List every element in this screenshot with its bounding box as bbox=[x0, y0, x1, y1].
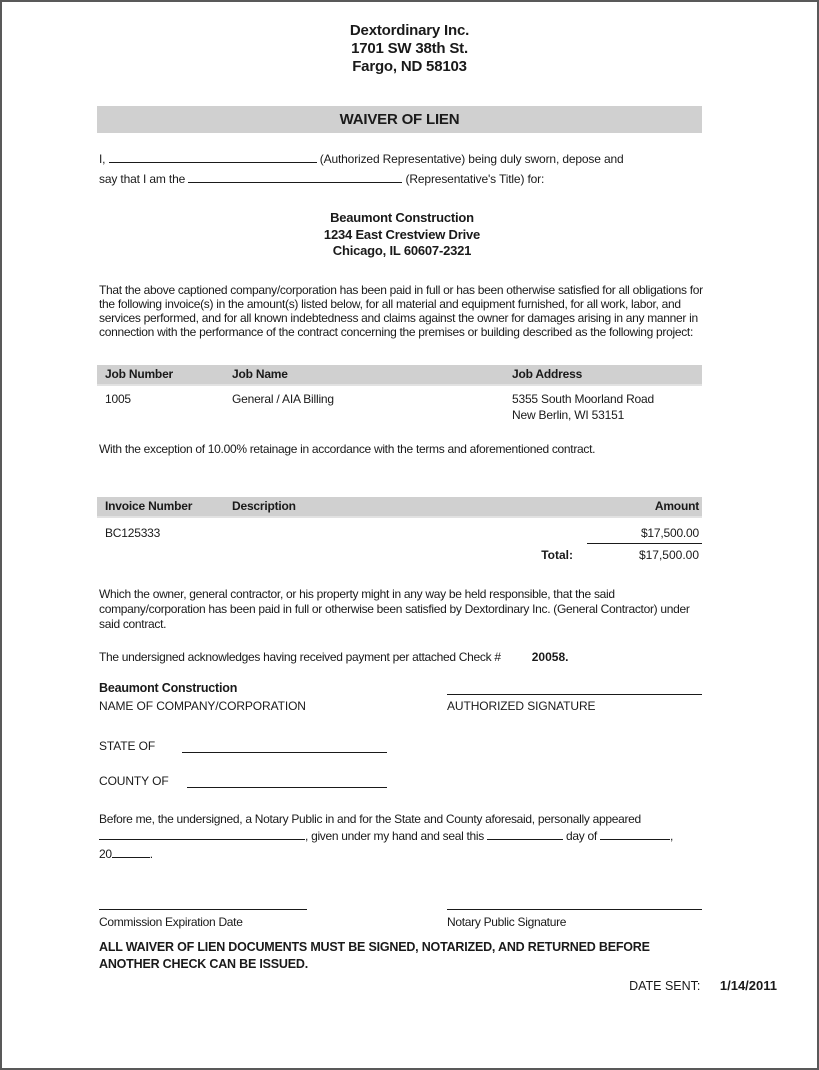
year-suffix: . bbox=[149, 846, 153, 861]
recipient-address-block bbox=[99, 210, 705, 260]
check-line-text: The undersigned acknowledges having received payment per attached Check # bbox=[99, 649, 501, 664]
intro-line2-suffix: (Representative's Title) for: bbox=[405, 172, 545, 186]
company-city-state-zip: Fargo, ND 58103 bbox=[352, 58, 467, 75]
job-number-header: Job Number bbox=[105, 367, 174, 381]
seal-day-blank bbox=[487, 828, 563, 840]
company-signature-block bbox=[99, 681, 702, 713]
intro-line-1 bbox=[99, 149, 705, 169]
job-table-header bbox=[97, 365, 702, 386]
authorized-representative-blank bbox=[109, 151, 317, 163]
representative-title-blank bbox=[188, 171, 402, 183]
notary-public-signature-line bbox=[447, 900, 702, 910]
notary-day-of-text: day of bbox=[566, 829, 597, 843]
state-of-label: STATE OF bbox=[99, 738, 156, 753]
month-blank bbox=[600, 828, 670, 840]
document-title-bar bbox=[97, 106, 702, 133]
commission-expiration-label: Commission Expiration Date bbox=[99, 915, 243, 929]
company-name: Dextordinary Inc. bbox=[349, 22, 470, 39]
intro-paragraph bbox=[99, 149, 705, 189]
job-name-header: Job Name bbox=[232, 367, 288, 381]
notary-signature-block bbox=[99, 900, 702, 929]
authorized-signature-label: AUTHORIZED SIGNATURE bbox=[447, 698, 596, 713]
responsibility-paragraph: Which the owner, general contractor, or his property might in any way be held responsible, that the said company/corporation has been paid in full or otherwise been satisfied by Dextordinary Inc. (General Contractor) under said contract. bbox=[99, 586, 690, 631]
company-name-column bbox=[99, 681, 439, 713]
body-paragraph: That the above captioned company/corporation has been paid in full or has been otherwise satisfied for all obligations for the following invoice(s) in the amount(s) listed below, for all material and equipment furnished, for all work, labor, and services performed, and for all known indebtedness and claims against the owner for damages arising in any manner in connection with the performance of the contract concerning the premises or building described as the following project: bbox=[99, 282, 703, 339]
recipient-street: 1234 East Crestview Drive bbox=[323, 226, 481, 242]
notary-line-3 bbox=[99, 846, 705, 864]
county-of-row bbox=[99, 774, 817, 788]
invoice-amount-header: Amount bbox=[654, 499, 699, 513]
company-name-label: NAME OF COMPANY/CORPORATION bbox=[99, 698, 306, 713]
job-address-line2: New Berlin, WI 53151 bbox=[512, 407, 625, 422]
signature-company-name: Beaumont Construction bbox=[99, 680, 238, 695]
notary-line2-comma: , bbox=[669, 829, 674, 843]
invoice-total-row bbox=[97, 548, 702, 562]
job-address-cell bbox=[512, 391, 702, 423]
invoice-amount-cell: $17,500.00 bbox=[587, 525, 702, 544]
date-sent-value: 1/14/2011 bbox=[719, 978, 777, 993]
recipient-name: Beaumont Construction bbox=[330, 210, 474, 225]
commission-expiration-line bbox=[99, 900, 307, 910]
notary-line2-mid: , given under my hand and seal this bbox=[305, 829, 484, 843]
retainage-note: With the exception of 10.00% retainage in accordance with the terms and aforementioned contract. bbox=[99, 441, 596, 456]
job-name-cell: General / AIA Billing bbox=[232, 391, 334, 406]
notary-public-signature-label: Notary Public Signature bbox=[447, 915, 567, 929]
total-label: Total: bbox=[541, 547, 573, 562]
invoice-number-header: Invoice Number bbox=[105, 499, 193, 513]
year-prefix: 20 bbox=[99, 846, 112, 861]
job-address-line1: 5355 South Moorland Road bbox=[512, 391, 654, 406]
year-blank bbox=[112, 846, 150, 858]
job-address-header: Job Address bbox=[512, 367, 583, 381]
state-of-row bbox=[99, 739, 817, 753]
check-acknowledgement-line bbox=[99, 650, 705, 664]
recipient-city-state-zip: Chicago, IL 60607-2321 bbox=[332, 243, 472, 258]
intro-line-2 bbox=[99, 169, 705, 189]
invoice-description-header: Description bbox=[232, 499, 296, 513]
invoice-number-cell: BC125333 bbox=[105, 525, 161, 540]
county-of-label: COUNTY OF bbox=[99, 773, 169, 788]
authorized-signature-column bbox=[447, 681, 702, 713]
job-number-cell: 1005 bbox=[105, 391, 131, 406]
document-title: WAIVER OF LIEN bbox=[339, 111, 460, 128]
authorized-signature-line bbox=[447, 681, 702, 695]
state-of-blank bbox=[182, 741, 387, 753]
warning-text: ALL WAIVER OF LIEN DOCUMENTS MUST BE SIGNED, NOTARIZED, AND RETURNED BEFORE ANOTHER CHECK CAN BE ISSUED. bbox=[99, 940, 650, 971]
company-letterhead bbox=[2, 22, 817, 76]
company-street: 1701 SW 38th St. bbox=[351, 40, 468, 57]
intro-line1-suffix: (Authorized Representative) being duly sworn, depose and bbox=[319, 152, 624, 166]
date-sent-row bbox=[2, 978, 777, 993]
notary-paragraph bbox=[99, 811, 705, 864]
total-amount: $17,500.00 bbox=[638, 547, 699, 562]
notary-line-2 bbox=[99, 828, 705, 846]
invoice-table-row bbox=[97, 525, 702, 544]
intro-line1-prefix: I, bbox=[99, 152, 106, 166]
invoice-description-cell bbox=[232, 525, 587, 544]
invoice-table-header bbox=[97, 497, 702, 518]
job-table-row bbox=[97, 391, 702, 423]
notary-line-1: Before me, the undersigned, a Notary Public in and for the State and County aforesaid, personally appeared bbox=[99, 811, 641, 826]
notary-public-signature-column bbox=[447, 900, 702, 929]
check-number: 20058. bbox=[531, 649, 569, 664]
appeared-name-blank bbox=[99, 828, 305, 840]
date-sent-label: DATE SENT: bbox=[629, 979, 701, 993]
commission-expiration-column bbox=[99, 900, 307, 929]
intro-line2-prefix: say that I am the bbox=[99, 172, 186, 186]
county-of-blank bbox=[187, 776, 387, 788]
